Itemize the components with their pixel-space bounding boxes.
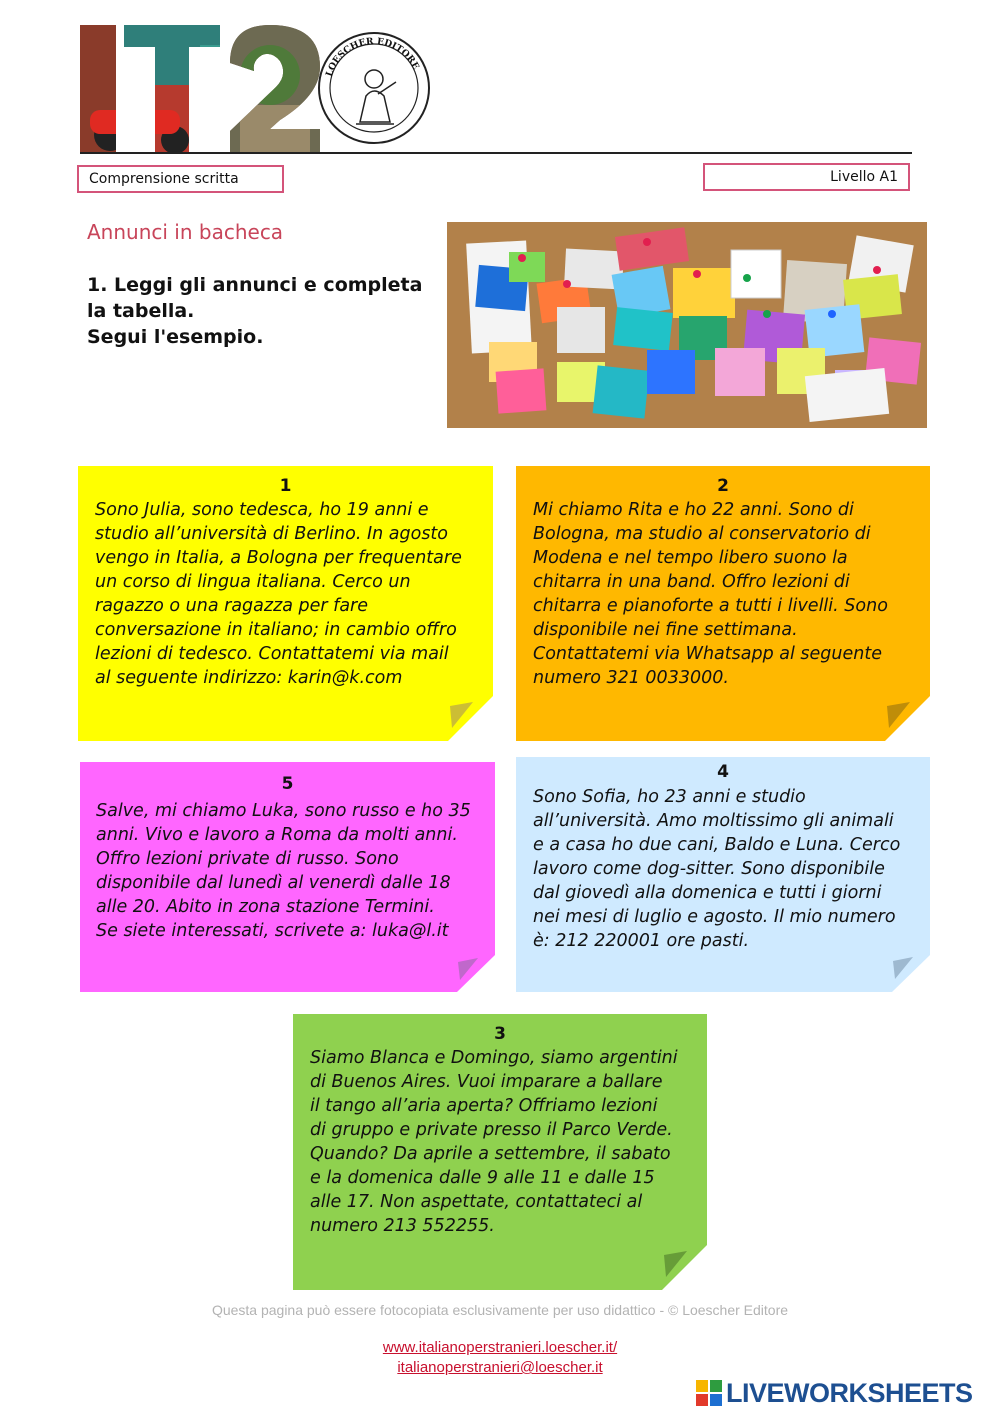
instruction-line-3: Segui l'esempio. [87, 326, 264, 348]
email-link[interactable]: italianoperstranieri@loescher.it [397, 1359, 603, 1376]
instruction-line-1: 1. Leggi gli annunci e completa [87, 274, 423, 296]
ad-note-5 [80, 762, 495, 992]
liveworksheets-logo-icon [696, 1380, 722, 1406]
note-text: Sono Sofia, ho 23 anni e studio all’università. Amo moltissimo gli animali e a casa ho due cani, Baldo e Luna. Cerco lavoro come dog-sitter. Sono disponibile dal giovedì alla domenica e tutti i giorni nei mesi di luglio e agosto. Il mio numero è: 212 220001 ore pasti. [533, 787, 901, 951]
page-title: Annunci in bacheca [87, 220, 284, 244]
note-number: 5 [281, 774, 294, 794]
note-text: Mi chiamo Rita e ho 22 anni. Sono di Bologna, ma studio al conservatorio di Modena e nel tempo libero suono la chitarra in una band. Offro lezioni di chitarra e pianoforte a tutti i livelli. Sono disponibile nei fine settimana. Contattatemi via Whatsapp al seguente numero 321 0033000. [533, 500, 888, 688]
instruction-line-2: la tabella. [87, 300, 195, 322]
website-link[interactable]: www.italianoperstranieri.loescher.it/ [382, 1339, 618, 1356]
instruction [87, 272, 427, 350]
loescher-seal-logo [316, 24, 432, 152]
note-number: 3 [494, 1024, 506, 1044]
seal-text: LOESCHER EDITORE [324, 36, 421, 79]
note-number: 1 [279, 476, 292, 496]
note-text: Salve, mi chiamo Luka, sono russo e ho 35 anni. Vivo e lavoro a Roma da molti anni. Offro lezioni private di russo. Sono disponibile dal lunedì al venerdì dalle 18 alle 20. Abito in zona stazione Termini. Se siete interessati, scrivete a: luka@l.it [96, 801, 471, 941]
note-text: Siamo Blanca e Domingo, siamo argentini di Buenos Aires. Vuoi imparare a ballare il tango all’aria aperta? Offriamo lezioni di gruppo e private presso il Parco Verde. Quando? Da aprile a settembre, il sabato e la domenica dalle 9 alle 11 e dalle 15 alle 17. Non aspettate, contattateci al numero 213 552255. [310, 1048, 678, 1236]
bulletin-board-image [447, 222, 927, 428]
ad-note-4 [516, 757, 930, 992]
note-text: Sono Julia, sono tedesca, ho 19 anni e studio all’università di Berlino. In agosto vengo in Italia, a Bologna per frequentare un corso di lingua italiana. Cerco un ragazzo o una ragazza per fare conversazione in italiano; in cambio offro lezioni di tedesco. Contattatemi via mail al seguente indirizzo: karin@k.com [95, 500, 462, 688]
watermark-text: LIVEWORKSHEETS [726, 1378, 973, 1408]
liveworksheets-watermark [696, 1376, 996, 1410]
note-number: 2 [717, 476, 729, 496]
note-number: 4 [717, 762, 729, 782]
copyright-notice: Questa pagina può essere fotocopiata esclusivamente per uso didattico - © Loescher Editore [211, 1302, 789, 1318]
ad-note-2 [516, 466, 930, 741]
ad-note-1 [78, 466, 493, 741]
ad-note-3 [293, 1014, 707, 1290]
it2-logo [80, 25, 330, 153]
level-label: Livello A1 [703, 163, 910, 191]
skill-label: Comprensione scritta [77, 165, 284, 193]
header-divider [80, 152, 912, 154]
